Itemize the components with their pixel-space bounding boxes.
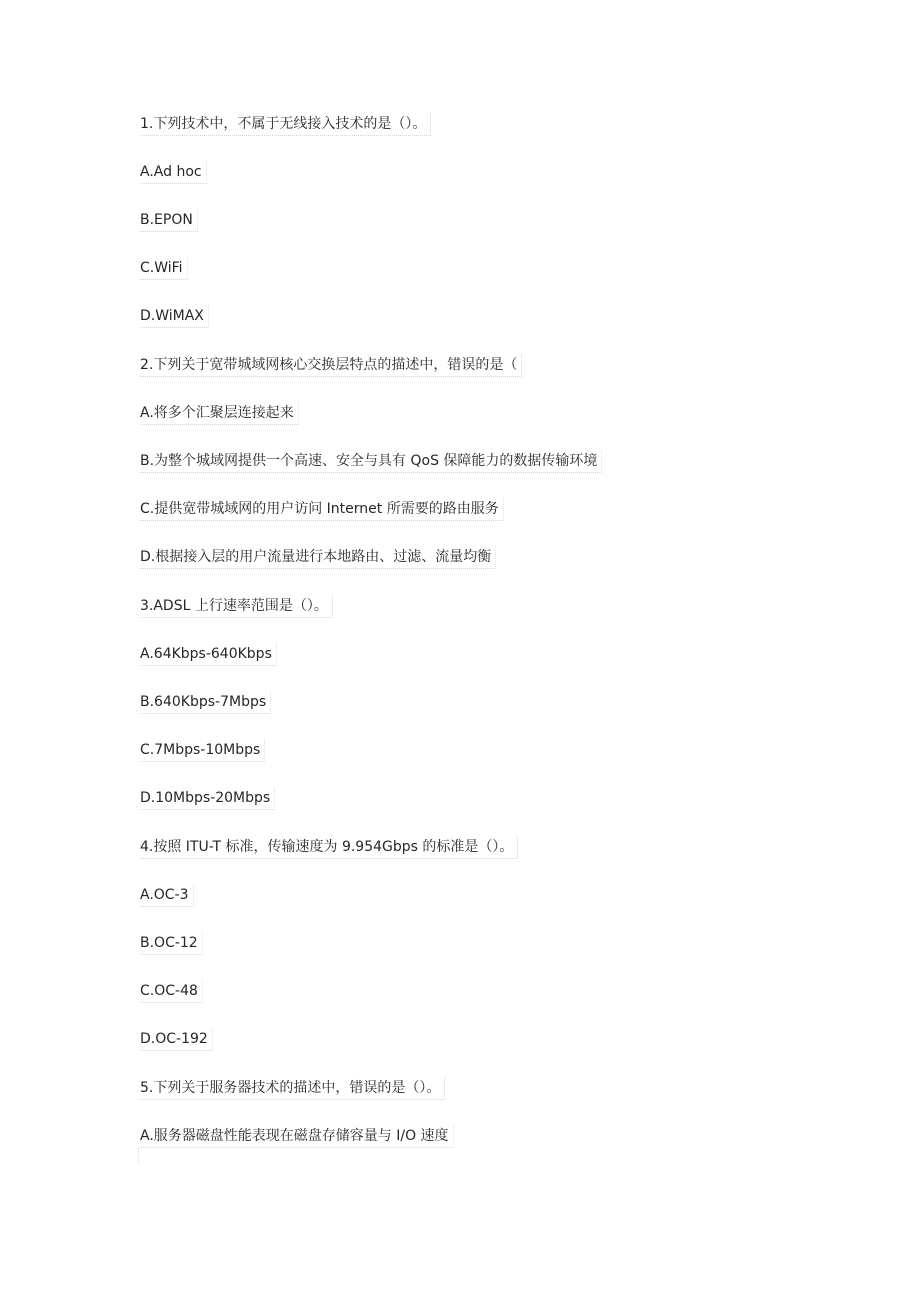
question-4-option-b: B.OC-12 [140, 932, 203, 955]
question-2-option-a: A.将多个汇聚层连接起来 [140, 402, 299, 425]
question-2-option-b: B.为整个城域网提供一个高速、安全与具有 QoS 保障能力的数据传输环境 [140, 450, 602, 473]
question-3-option-b: B.640Kbps-7Mbps [140, 691, 271, 714]
question-1-option-b: B.EPON [140, 209, 198, 232]
question-3-stem: 3.ADSL 上行速率范围是（）。 [140, 595, 333, 618]
question-4-stem: 4.按照 ITU-T 标准，传输速度为 9.954Gbps 的标准是（）。 [140, 836, 518, 859]
question-4-option-d: D.OC-192 [140, 1028, 213, 1051]
question-1-option-a: A.Ad hoc [140, 161, 207, 184]
margin-mark [138, 1148, 140, 1164]
question-2-option-d: D.根据接入层的用户流量进行本地路由、过滤、流量均衡 [140, 546, 496, 569]
question-1-option-c: C.WiFi [140, 257, 188, 280]
question-1-stem: 1.下列技术中，不属于无线接入技术的是（）。 [140, 113, 431, 136]
question-3-option-d: D.10Mbps-20Mbps [140, 787, 275, 810]
question-2-stem: 2.下列关于宽带城域网核心交换层特点的描述中，错误的是（ [140, 354, 522, 377]
question-3-option-c: C.7Mbps-10Mbps [140, 739, 265, 762]
question-5-option-a: A.服务器磁盘性能表现在磁盘存储容量与 I/O 速度 [140, 1125, 454, 1148]
question-5-stem: 5.下列关于服务器技术的描述中，错误的是（）。 [140, 1077, 445, 1100]
question-4-option-c: C.OC-48 [140, 980, 203, 1003]
question-2-option-c: C.提供宽带城域网的用户访问 Internet 所需要的路由服务 [140, 498, 504, 521]
question-4-option-a: A.OC-3 [140, 884, 194, 907]
question-3-option-a: A.64Kbps-640Kbps [140, 643, 277, 666]
question-1-option-d: D.WiMAX [140, 305, 209, 328]
